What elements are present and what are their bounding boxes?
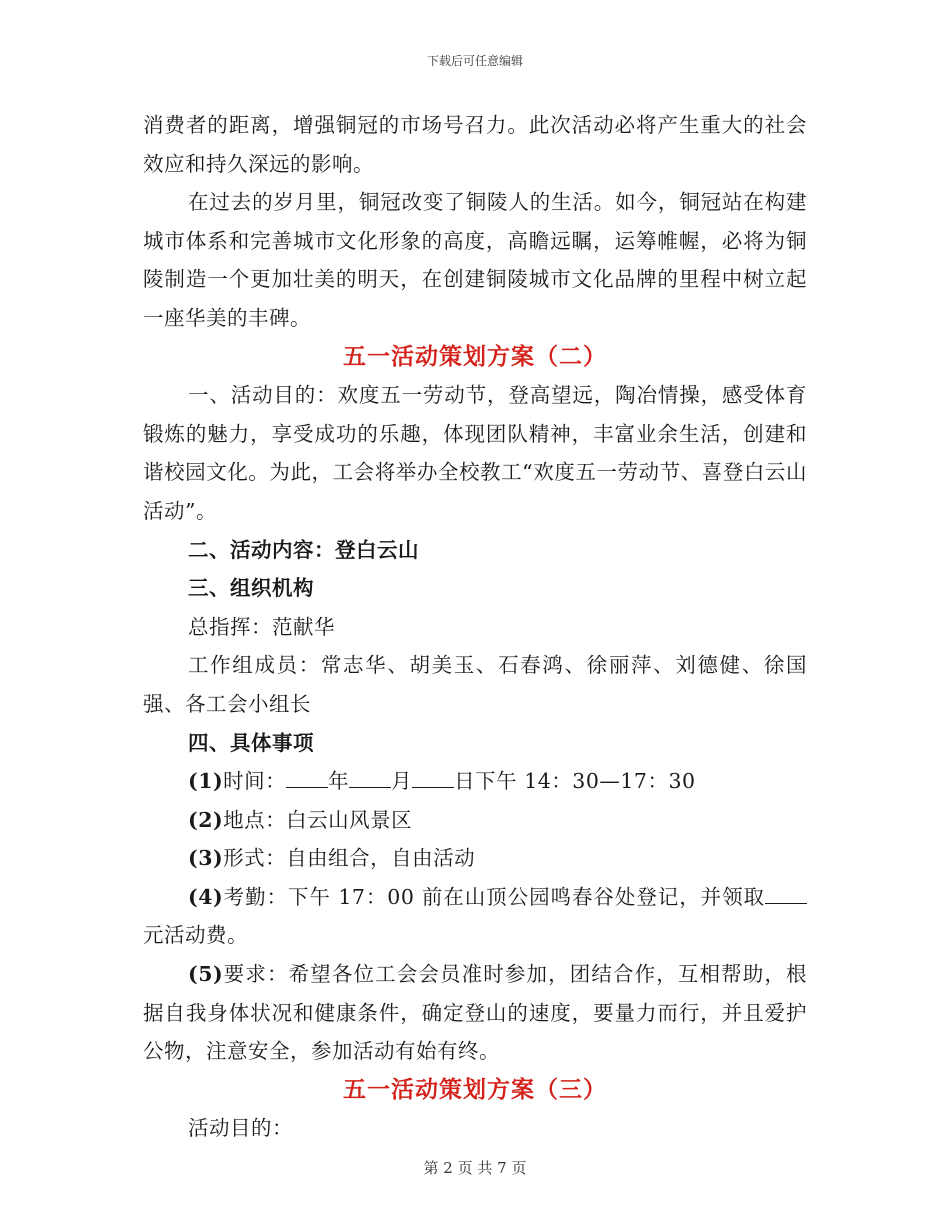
day-time-label: 日下午 14：30—17：30 — [454, 769, 696, 794]
form-text: 形式：自由组合，自由活动 — [223, 846, 476, 871]
organization-heading: 三、组织机构 — [188, 576, 314, 601]
blank-day — [412, 769, 454, 788]
page-footer: 第 2 页 共 7 页 — [423, 1159, 527, 1177]
item-number: (1) — [188, 769, 224, 794]
year-label: 年 — [328, 769, 350, 794]
section-title-3: 五一活动策划方案（三） — [343, 1075, 607, 1103]
section3-purpose: 活动目的： — [188, 1116, 293, 1141]
detail-item-attendance — [143, 878, 807, 955]
item-number: (5) — [188, 962, 224, 987]
item-number: (4) — [188, 884, 224, 909]
details-heading: 四、具体事项 — [188, 730, 314, 755]
page-header: 下载后可任意编辑 — [426, 54, 523, 68]
item-number: (3) — [188, 846, 224, 871]
blank-fee — [765, 885, 807, 904]
fee-text: 元活动费。 — [143, 923, 248, 948]
section-title-2: 五一活动策划方案（二） — [343, 342, 607, 370]
document-body — [143, 106, 807, 1148]
month-label: 月 — [391, 769, 413, 794]
activity-content-heading: 二、活动内容：登白云山 — [188, 537, 419, 562]
commander-line: 总指挥：范献华 — [188, 614, 335, 639]
blank-month — [349, 769, 391, 788]
detail-item-form — [143, 839, 807, 878]
requirements-text: 要求：希望各位工会会员准时参加，团结合作，互相帮助，根据自我身体状况和健康条件，确定登山的速度，要量力而行，并且爱护公物，注意安全，参加活动有始有终。 — [143, 962, 807, 1064]
item-number: (2) — [188, 807, 224, 832]
activity-purpose: 一、活动目的：欢度五一劳动节，登高望远，陶冶情操，感受体育锻炼的魅力，享受成功的乐趣，体现团队精神，丰富业余生活，创建和谐校园文化。为此，工会将举办全校教工“欢度五一劳动节、喜登白云山活动”。 — [143, 383, 807, 523]
detail-item-requirements — [143, 955, 807, 1071]
location-text: 地点：白云山风景区 — [223, 807, 413, 832]
blank-year — [286, 769, 328, 788]
paragraph-tongguan: 在过去的岁月里，铜冠改变了铜陵人的生活。如今，铜冠站在构建城市体系和完善城市文化形象的高度，高瞻远瞩，运筹帷幄，必将为铜陵制造一个更加壮美的明天，在创建铜陵城市文化品牌的里程中树立起一座华美的丰碑。 — [143, 190, 807, 330]
detail-item-location — [143, 801, 807, 840]
attendance-text: 考勤：下午 17：00 前在山顶公园鸣春谷处登记，并领取 — [223, 884, 765, 909]
detail-item-time — [143, 762, 807, 801]
paragraph-continuation: 消费者的距离，增强铜冠的市场号召力。此次活动必将产生重大的社会效应和持久深远的影响。 — [143, 113, 807, 176]
members-line: 工作组成员：常志华、胡美玉、石春鸿、徐丽萍、刘德健、徐国强、各工会小组长 — [143, 653, 807, 716]
time-label: 时间： — [223, 769, 287, 794]
